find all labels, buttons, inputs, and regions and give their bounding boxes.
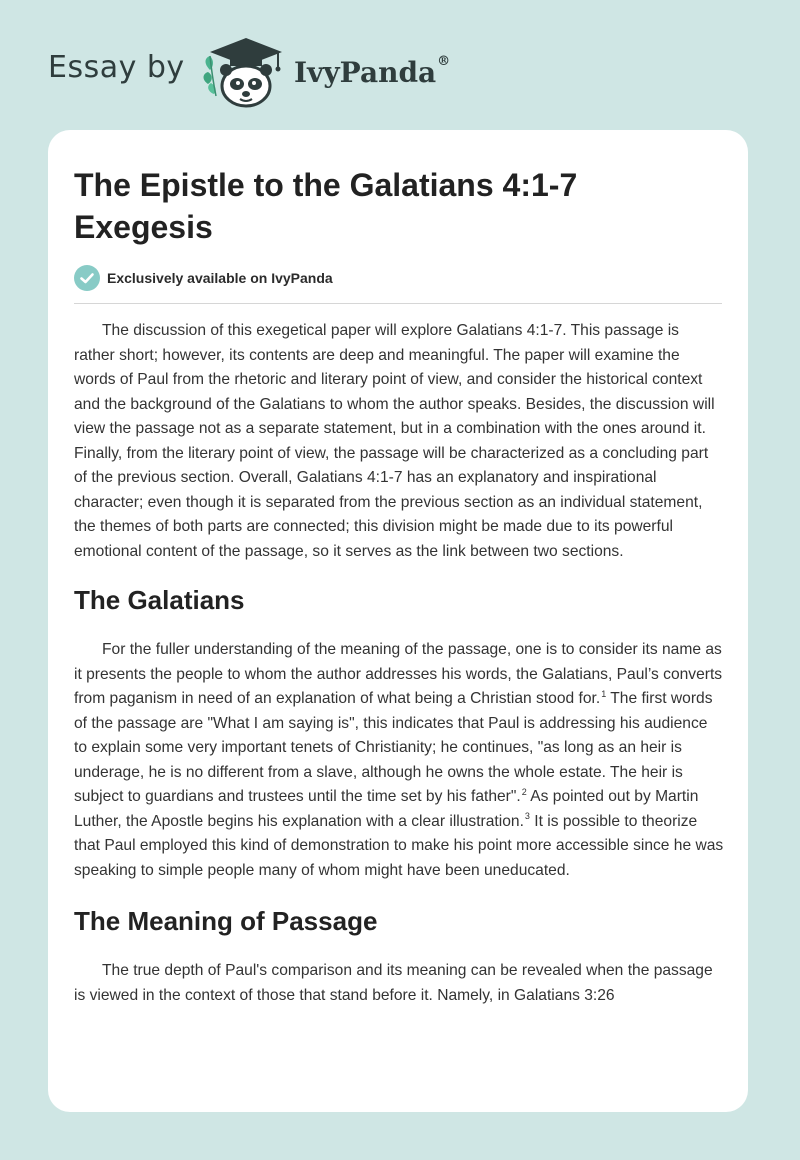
heading-meaning-of-passage: The Meaning of Passage [74,906,378,936]
paragraph-meaning: The true depth of Paul's comparison and its meaning can be revealed when the passage is viewed in the context of those that stand before it. Namely, in Galatians 3:26 [74,962,713,1004]
title-divider [74,303,722,304]
footnote-2[interactable]: 2 [521,786,527,797]
article-card [48,130,748,1112]
exclusive-label: Exclusively available on IvyPanda [107,270,333,286]
exclusive-badge [74,265,724,291]
essay-by-label: Essay by [48,50,185,85]
panda-logo-icon[interactable] [200,36,292,108]
heading-the-galatians: The Galatians [74,585,245,615]
registered-mark: ® [437,54,451,69]
footnote-1[interactable]: 1 [601,688,607,699]
paragraph-galatians: For the fuller understanding of the meaning of the passage, one is to consider its name as it presents the people to whom the author addresses his words, the Galatians, Paul’s converts from paganism in need of an explanation of what being a Christian stood for.$^1$ The first words of the passage are "What I am saying is", this indicates that Paul is addressing his audience to explain some very important tenets of Christianity; he continues, "as long as an heir is underage, he is no different from a slave, although he owns the whole estate. The heir is subject to guardians and trustees until the time set by his father".$^2$ As pointed out by Martin Luther, the Apostle begins his explanation with a clear illustration.$^3$ It is possible to theorize that Paul employed this kind of demonstration to make his point more accessible since he was speaking to simple people many of whom might have been uneducated. [74,641,724,879]
site-header [48,36,548,108]
article-title: The Epistle to the Galatians 4:1-7 Exegesis [74,167,578,245]
article-content [74,164,724,1008]
footnote-3[interactable]: 3 [524,811,530,822]
check-circle-icon [74,265,100,291]
paragraph-intro: The discussion of this exegetical paper will explore Galatians 4:1-7. This passage is rather short; however, its contents are deep and meaningful. The paper will examine the words of Paul from the rhetoric and literary point of view, and consider the historical context and the background of the Galatians to whom the author speaks. Besides, the discussion will view the passage not as a separate statement, but in a combination with the ones around it. Finally, from the literary point of view, the passage will be characterized as a concluding part of the previous section. Overall, Galatians 4:1-7 has an explanatory and inspirational character; even though it is separated from the previous section as an individual statement, the themes of both parts are connected; this division might be made due to its powerful emotional content of the passage, so it serves as the link between two sections. [74,322,715,560]
brand-name[interactable]: IvyPanda® [294,54,451,89]
